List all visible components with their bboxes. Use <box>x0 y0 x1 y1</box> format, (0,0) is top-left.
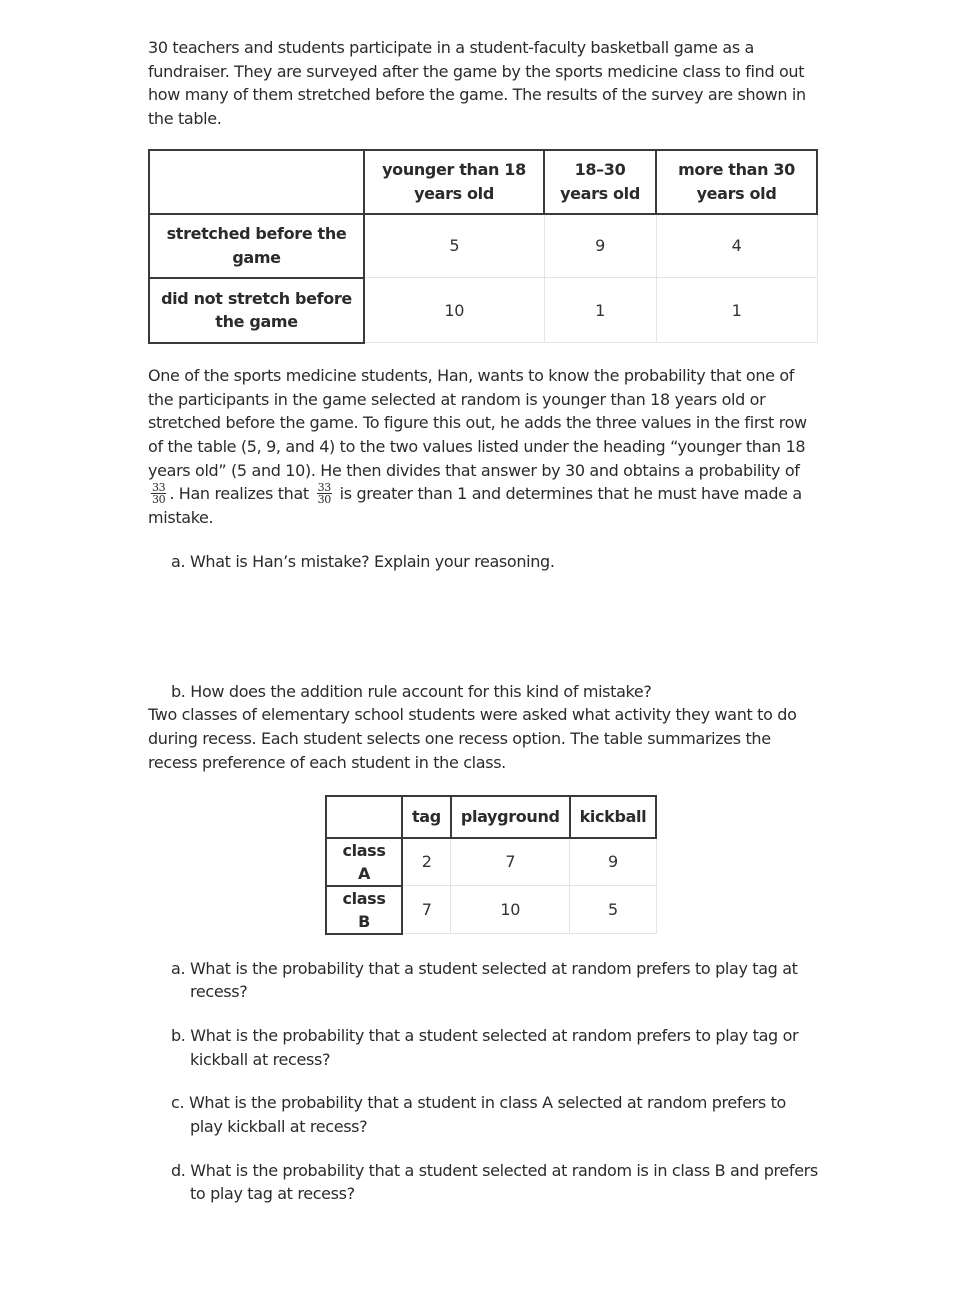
column-header: kickball <box>570 796 657 838</box>
table-cell: 5 <box>570 886 657 934</box>
row-header: class B <box>326 886 402 934</box>
question-2d <box>148 1159 820 1206</box>
stretching-survey-table <box>148 149 818 344</box>
table-cell: 7 <box>402 886 451 934</box>
fraction-33-over-30 <box>317 482 332 505</box>
question-2a <box>148 957 820 1004</box>
question-2c <box>148 1091 820 1138</box>
table-row <box>149 278 817 343</box>
question-letter: c. <box>171 1093 185 1113</box>
table-header-row <box>326 796 656 838</box>
table-cell: 10 <box>364 278 544 343</box>
row-header: did not stretch before the game <box>149 278 364 343</box>
table-cell: 1 <box>656 278 817 343</box>
row-header: class A <box>326 838 402 886</box>
table-corner-cell <box>326 796 402 838</box>
column-header: younger than 18 years old <box>364 150 544 214</box>
question-text: What is the probability that a student in class A selected at random prefers to play kickball at recess? <box>188 1093 786 1137</box>
problem-2 <box>148 703 820 1206</box>
table-header-row <box>149 150 817 214</box>
table-row <box>326 838 656 886</box>
table-cell: 10 <box>451 886 570 934</box>
question-letter: a. <box>171 552 186 572</box>
fraction-33-over-30 <box>151 482 166 505</box>
problem-1-scenario <box>148 364 820 530</box>
problem-1-intro: 30 teachers and students participate in a student-faculty basketball game as a fundraiser. They are surveyed after the game by the sports medicine class to find out how many of them stretched before the game. The results of the survey are shown in the table. <box>148 38 806 129</box>
question-letter: a. <box>171 958 186 978</box>
table-cell: 4 <box>656 214 817 278</box>
question-letter: d. <box>171 1160 186 1180</box>
scenario-text-1: One of the sports medicine students, Han, wants to know the probability that one of the participants in the game selected at random is younger than 18 years old or stretched before the game. To figure this out, he adds the three values in the first row of the table (5, 9, and 4) to the two values listed under the heading “younger than 18 years old” (5 and 10). He then divides that answer by 30 and obtains a probability of <box>148 365 807 480</box>
question-letter: b. <box>171 1025 186 1045</box>
question-text: How does the addition rule account for this kind of mistake? <box>190 681 652 701</box>
question-letter: b. <box>171 681 186 701</box>
recess-preference-table <box>325 795 657 935</box>
scenario-text-2: . Han realizes that <box>169 484 309 504</box>
table-row <box>149 214 817 278</box>
question-text: What is the probability that a student selected at random prefers to play tag at recess? <box>189 958 798 1002</box>
question-2b <box>148 1024 820 1071</box>
table-corner-cell <box>149 150 364 214</box>
table-cell: 5 <box>364 214 544 278</box>
scenario-text-3: is greater than 1 and determines that he must have made a mistake. <box>148 484 802 528</box>
column-header: playground <box>451 796 570 838</box>
problem-1 <box>148 36 820 703</box>
column-header: 18–30 years old <box>544 150 656 214</box>
table-row <box>326 886 656 934</box>
row-header: stretched before the game <box>149 214 364 278</box>
fraction-numerator: 33 <box>152 481 166 495</box>
question-1b <box>148 680 820 704</box>
table-cell: 2 <box>402 838 451 886</box>
column-header: more than 30 years old <box>656 150 817 214</box>
table-cell: 9 <box>570 838 657 886</box>
worksheet-page <box>148 36 820 1206</box>
column-header: tag <box>402 796 451 838</box>
fraction-denominator: 30 <box>152 493 166 507</box>
fraction-denominator: 30 <box>317 493 331 507</box>
question-text: What is the probability that a student selected at random is in class B and prefers to play tag at recess? <box>190 1160 818 1204</box>
question-text: What is Han’s mistake? Explain your reasoning. <box>189 552 555 572</box>
table-cell: 1 <box>544 278 656 343</box>
question-text: What is the probability that a student selected at random prefers to play tag or kickball at recess? <box>190 1025 799 1069</box>
problem-2-intro: Two classes of elementary school students were asked what activity they want to do during recess. Each student selects one recess option. The table summarizes the recess preference of each student in the class. <box>148 705 797 772</box>
fraction-numerator: 33 <box>317 481 331 495</box>
question-1a <box>148 550 820 574</box>
table-cell: 9 <box>544 214 656 278</box>
table-cell: 7 <box>451 838 570 886</box>
recess-table-wrapper <box>325 795 820 935</box>
